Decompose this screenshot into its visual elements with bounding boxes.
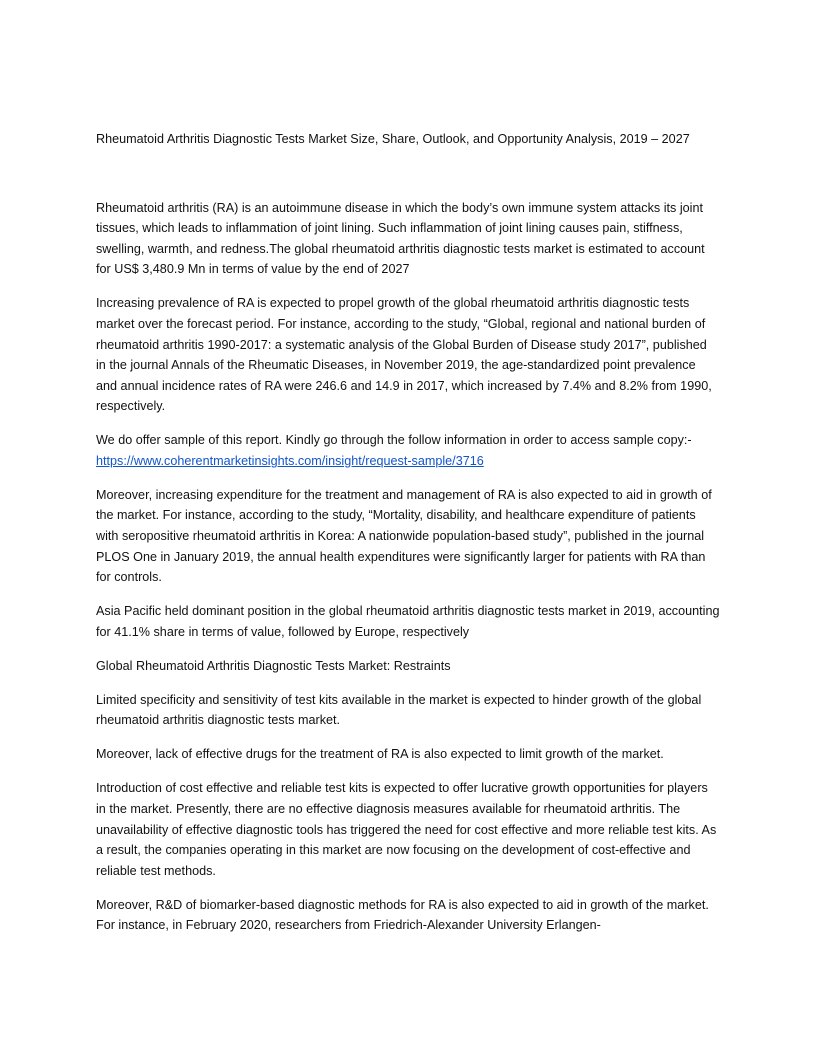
paragraph-lack-of-drugs: Moreover, lack of effective drugs for the treatment of RA is also expected to limit growth of the market. bbox=[96, 747, 664, 762]
document-title: Rheumatoid Arthritis Diagnostic Tests Market Size, Share, Outlook, and Opportunity Analysis, 2019 – 2027 bbox=[96, 132, 690, 146]
paragraph-ra-definition: Rheumatoid arthritis (RA) is an autoimmune disease in which the body’s own immune system attacks its joint tissues, which leads to inflammation of joint lining. Such inflammation of joint lining causes pain, stiffness, swelling, warmth, and redness.The global rheumatoid arthritis diagnostic tests market is estimated to account for US$ 3,480.9 Mn in terms of value by the end of 2027 bbox=[96, 200, 705, 277]
paragraph-specificity: Limited specificity and sensitivity of test kits available in the market is expected to hinder growth of the global rheumatoid arthritis diagnostic tests market. bbox=[96, 692, 702, 728]
paragraph-sample-request bbox=[96, 430, 720, 471]
paragraph-asia-pacific: Asia Pacific held dominant position in the global rheumatoid arthritis diagnostic tests market in 2019, accounting for 41.1% share in terms of value, followed by Europe, respectively bbox=[96, 604, 720, 639]
sample-request-link[interactable]: https://www.coherentmarketinsights.com/insight/request-sample/3716 bbox=[96, 453, 484, 468]
document-page bbox=[96, 129, 720, 949]
paragraph-prevalence: Increasing prevalence of RA is expected to propel growth of the global rheumatoid arthritis diagnostic tests market over the forecast period. For instance, according to the study, “Global, regional and national burden of rheumatoid arthritis 1990-2017: a systematic analysis of the Global Burden of Disease study 2017”, published in the journal Annals of the Rheumatic Diseases, in November 2019, the age-standardized point prevalence and annual incidence rates of RA were 246.6 and 14.9 in 2017, which increased by 7.4% and 8.2% from 1990, respectively. bbox=[96, 296, 712, 414]
paragraph-biomarker: Moreover, R&D of biomarker-based diagnostic methods for RA is also expected to aid in growth of the market. For instance, in February 2020, researchers from Friedrich-Alexander University Erlangen- bbox=[96, 897, 709, 933]
sample-request-text: We do offer sample of this report. Kindly go through the follow information in order to access sample copy:- bbox=[96, 433, 692, 448]
paragraph-opportunities: Introduction of cost effective and reliable test kits is expected to offer lucrative growth opportunities for players in the market. Presently, there are no effective diagnosis measures available for rheumatoid arthritis. The unavailability of effective diagnostic tools has triggered the need for cost effective and more reliable test kits. As a result, the companies operating in this market are now focusing on the development of cost-effective and reliable test methods. bbox=[96, 781, 717, 878]
heading-restraints: Global Rheumatoid Arthritis Diagnostic Tests Market: Restraints bbox=[96, 658, 451, 673]
paragraph-expenditure: Moreover, increasing expenditure for the treatment and management of RA is also expected to aid in growth of the market. For instance, according to the study, “Mortality, disability, and healthcare expenditure of patients with seropositive rheumatoid arthritis in Korea: A nationwide population-based study”, published in the journal PLOS One in January 2019, the annual health expenditures were significantly larger for patients with RA than for controls. bbox=[96, 487, 712, 585]
